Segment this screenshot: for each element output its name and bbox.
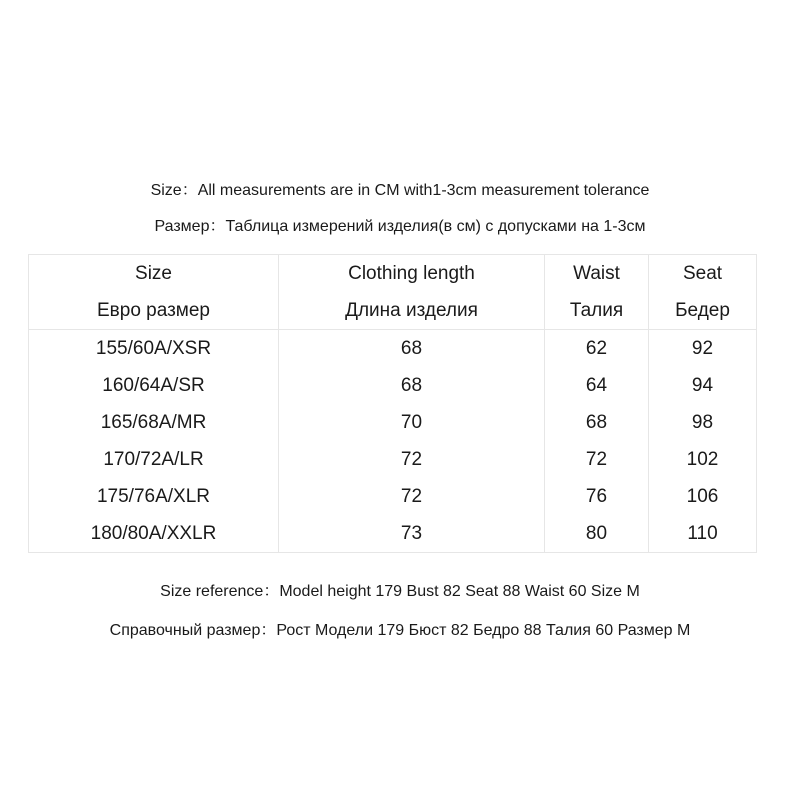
waist-cell: 76 bbox=[545, 478, 649, 515]
size-reference-en: Size reference：Model height 179 Bust 82 Seat 88 Waist 60 Size M bbox=[160, 583, 640, 600]
column-header-clothing-length: Clothing length bbox=[279, 255, 545, 293]
table-row bbox=[29, 367, 757, 404]
column-header-waist-ru: Талия bbox=[545, 292, 649, 330]
column-header-size: Size bbox=[29, 255, 279, 293]
measurement-note-ru: Размер：Таблица измерений изделия(в см) с допусками на 1-3см bbox=[154, 218, 646, 235]
table-row bbox=[29, 441, 757, 478]
length-cell: 73 bbox=[279, 515, 545, 553]
measurement-note-en: Size：All measurements are in CM with1-3cm measurement tolerance bbox=[150, 182, 650, 199]
column-header-size-ru: Евро размер bbox=[29, 292, 279, 330]
size-cell: 170/72A/LR bbox=[29, 441, 279, 478]
length-cell: 68 bbox=[279, 367, 545, 404]
waist-cell: 80 bbox=[545, 515, 649, 553]
seat-cell: 102 bbox=[649, 441, 757, 478]
table-row bbox=[29, 404, 757, 441]
seat-cell: 92 bbox=[649, 330, 757, 368]
length-cell: 68 bbox=[279, 330, 545, 368]
column-header-clothing-length-ru: Длина изделия bbox=[279, 292, 545, 330]
seat-cell: 94 bbox=[649, 367, 757, 404]
seat-cell: 110 bbox=[649, 515, 757, 553]
size-reference-ru: Справочный размер：Рост Модели 179 Бюст 82 Бедро 88 Талия 60 Размер M bbox=[109, 622, 691, 639]
column-header-seat: Seat bbox=[649, 255, 757, 293]
table-row bbox=[29, 478, 757, 515]
table-header-row-ru bbox=[29, 292, 757, 330]
waist-cell: 72 bbox=[545, 441, 649, 478]
length-cell: 70 bbox=[279, 404, 545, 441]
table-row bbox=[29, 330, 757, 368]
table-header-row-en bbox=[29, 255, 757, 293]
length-cell: 72 bbox=[279, 441, 545, 478]
column-header-waist: Waist bbox=[545, 255, 649, 293]
seat-cell: 98 bbox=[649, 404, 757, 441]
size-cell: 175/76A/XLR bbox=[29, 478, 279, 515]
waist-cell: 68 bbox=[545, 404, 649, 441]
size-cell: 155/60A/XSR bbox=[29, 330, 279, 368]
table-row bbox=[29, 515, 757, 553]
waist-cell: 64 bbox=[545, 367, 649, 404]
size-table bbox=[28, 254, 757, 553]
size-cell: 180/80A/XXLR bbox=[29, 515, 279, 553]
seat-cell: 106 bbox=[649, 478, 757, 515]
length-cell: 72 bbox=[279, 478, 545, 515]
waist-cell: 62 bbox=[545, 330, 649, 368]
size-cell: 165/68A/MR bbox=[29, 404, 279, 441]
size-cell: 160/64A/SR bbox=[29, 367, 279, 404]
column-header-seat-ru: Бедер bbox=[649, 292, 757, 330]
